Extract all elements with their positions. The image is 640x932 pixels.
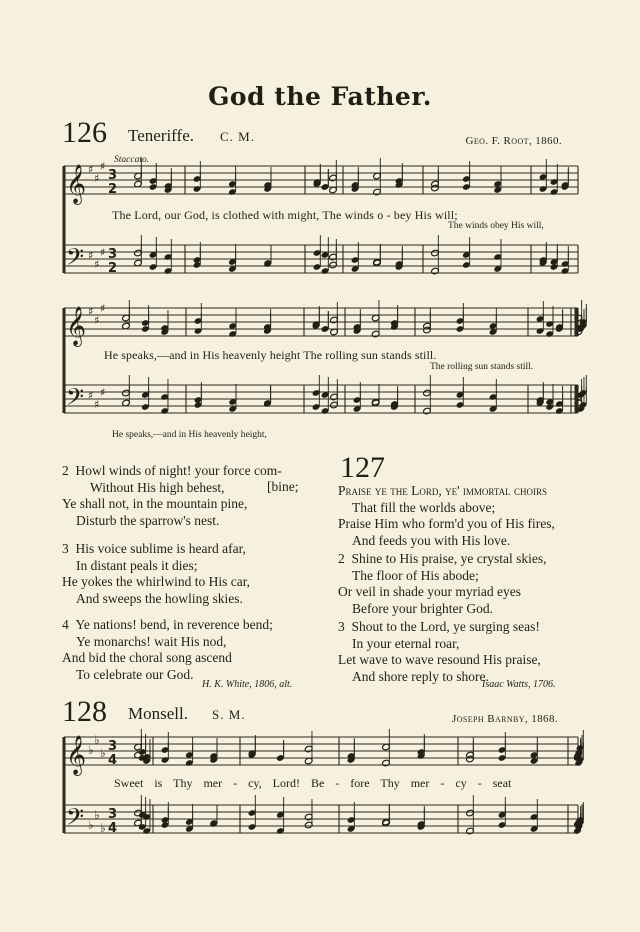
verse-line: Praise ye the Lord, ye' immortal choirs [338,483,548,498]
verse-line: 3 Shout to the Lord, ye surging seas! [338,619,540,634]
lyrics-126-system2: He speaks,—and in His heavenly height The rolling sun stands still. [104,348,437,362]
attribution-127: Isaac Watts, 1706. [482,679,556,690]
verse-126-3 [62,541,250,607]
attribution-126: H. K. White, 1806, alt. [202,679,293,690]
lyrics-128: Sweet is Thy mer - cy, Lord! Be - fore Thy mer - cy - seat [114,776,512,790]
verse-line: And feeds you with His love. [352,532,511,548]
hymn-number-126: 126 [62,116,107,149]
key-signature: ♯ [94,314,100,327]
verse-line: 2 Howl winds of night! your force com- [62,463,282,478]
key-signature: ♯ [88,249,94,262]
time-signature: 2 [108,261,118,276]
key-signature: ♯ [100,160,106,173]
verse-line: In your eternal roar, [352,635,460,651]
key-signature: ♭ [88,818,94,832]
verse-line: That fill the worlds above; [352,499,496,515]
verse-line: 3 His voice sublime is heard afar, [62,541,246,556]
time-signature: 4 [108,821,118,836]
treble-clef: 𝄞 [66,306,87,346]
bass-clef: 𝄢 [66,803,85,836]
lyrics-126-system1: The Lord, our God, is clothed with might, The winds o - bey His will; [112,208,458,222]
verse-line: Ye shall not, in the mountain pine, [62,496,248,511]
time-signature: 3 [108,739,118,754]
key-signature: ♯ [94,258,100,271]
verse-126-4 [62,617,273,683]
verse-line: Before your brighter God. [352,600,493,616]
tune-name-128: Monsell. [128,704,188,723]
verse-line: He yokes the whirlwind to His car, [62,574,251,589]
time-signature: 3 [108,247,118,262]
verse-line: And bid the choral song ascend [62,650,232,665]
key-signature: ♯ [88,305,94,318]
verse-line: Disturb the sparrow's nest. [76,512,220,528]
verse-126-2-bracket: [bine; [267,479,299,494]
time-signature: 2 [108,182,118,197]
verse-line: Praise Him who form'd you of His fires, [338,516,555,531]
tune-name-126: Teneriffe. [128,126,194,145]
verse-line: Ye monarchs! wait His nod, [76,633,227,649]
tempo-marking: Staccato. [114,155,150,165]
verse-line: Or veil in shade your myriad eyes [338,584,521,599]
composer-126: Geo. F. Root, 1860. [465,135,562,147]
key-signature: ♭ [94,733,100,747]
key-signature: ♭ [100,821,106,835]
verse-line: In distant peals it dies; [76,557,198,573]
time-signature: 3 [108,807,118,822]
composer-128: Joseph Barnby, 1868. [452,713,558,725]
key-signature: ♯ [100,246,106,259]
bass-clef: 𝄢 [66,243,85,276]
time-signature: 3 [108,168,118,183]
verse-127-1 [338,483,555,549]
key-signature: ♭ [94,808,100,822]
lyrics-126-system1-alt: The winds obey His will, [448,221,544,231]
verse-line: Without His high behest, [90,479,225,495]
bass-clef: 𝄢 [66,383,85,416]
lyrics-126-bass: He speaks,—and in His heavenly height, [112,430,267,440]
key-signature: ♯ [88,389,94,402]
treble-clef: 𝄞 [66,735,87,775]
lyrics-126-system2-alt: The rolling sun stands still. [430,362,534,372]
meter-128: S. M. [212,707,246,722]
key-signature: ♯ [94,398,100,411]
key-signature: ♯ [100,386,106,399]
verse-line: And sweeps the howling skies. [76,590,243,606]
key-signature: ♯ [100,302,106,315]
key-signature: ♯ [88,163,94,176]
verse-127-2 [338,551,546,617]
key-signature: ♭ [100,746,106,760]
meter-126: C. M. [220,129,255,144]
time-signature: 4 [108,753,118,768]
verse-line: 4 Ye nations! bend, in reverence bend; [62,617,273,632]
key-signature: ♭ [88,743,94,757]
hymn-number-127: 127 [340,451,385,484]
key-signature: ♯ [94,172,100,185]
section-title: God the Father. [208,82,432,111]
verse-127-3 [338,619,541,685]
verse-126-2 [62,463,282,529]
verse-line: The floor of His abode; [352,567,479,583]
verse-line: Let wave to wave resound His praise, [338,652,541,667]
hymn-number-128: 128 [62,695,107,728]
verse-line: And shore reply to shore. [352,668,489,684]
treble-clef: 𝄞 [66,164,87,204]
verse-line: To celebrate our God. [76,666,194,682]
verse-line: 2 Shine to His praise, ye crystal skies, [338,551,547,566]
